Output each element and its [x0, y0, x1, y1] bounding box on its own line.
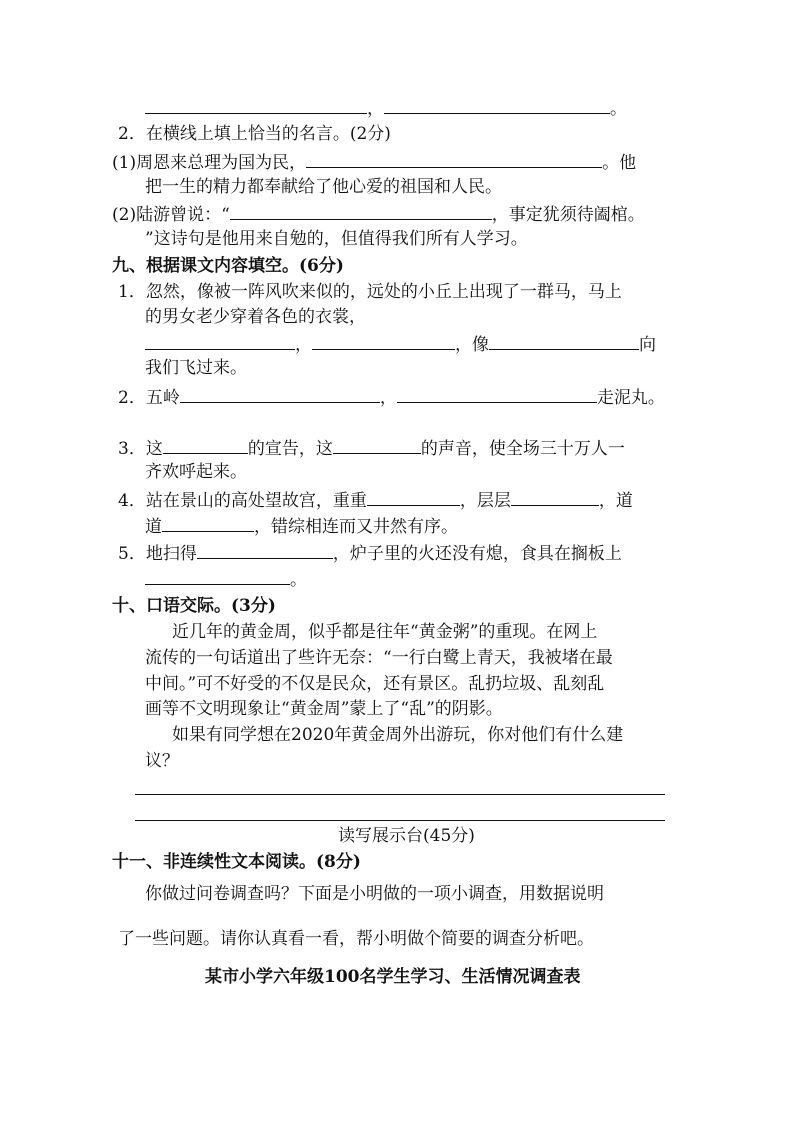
text: ，错综相连而又井然有序。 — [254, 517, 458, 537]
sec9-q4-line1 — [118, 488, 633, 512]
text: 3．这 — [118, 439, 163, 459]
text: ， — [295, 335, 312, 355]
sec9-q3-line1 — [118, 436, 625, 460]
sec9-q1-line2: 的男女老少穿着各色的衣裳， — [145, 307, 366, 327]
comma: ， — [367, 99, 384, 119]
text: (1)周恩来总理为国为民， — [112, 153, 307, 173]
sec10-paragraph: 近几年的黄金周，似乎都是往年“黄金粥”的重现。在网上 — [172, 622, 598, 642]
answer-blank[interactable] — [312, 332, 455, 350]
q2-item2-cont: ”这诗句是他用来自勉的，但值得我们所有人学习。 — [145, 229, 528, 249]
text: ，炉子里的火还没有熄，食具在搁板上 — [332, 544, 622, 564]
q2-title: 2．在横线上填上恰当的名言。(2分) — [118, 124, 391, 144]
sec11-paragraph: 你做过问卷调查吗？下面是小明做的一项小调查，用数据说明 — [145, 884, 604, 904]
answer-line[interactable] — [135, 820, 665, 821]
sec9-title: 九、根据课文内容填空。(6分) — [112, 256, 344, 276]
text: 的声音，使全场三十万人一 — [420, 439, 625, 459]
answer-blank[interactable] — [367, 488, 460, 506]
text: 4．站在景山的高处望故宫，重重 — [118, 491, 367, 511]
answer-blank[interactable] — [333, 436, 421, 454]
sec9-q3-line2: 齐欢呼起来。 — [145, 462, 247, 482]
sec10-question: 议？ — [145, 751, 179, 771]
section-header: 读写展示台(45分) — [338, 826, 475, 846]
answer-blank[interactable] — [145, 567, 290, 585]
sec11-paragraph: 了一些问题。请你认真看一看，帮小明做个简要的调查分析吧。 — [118, 929, 594, 949]
sec9-q1-line1: 1．忽然，像被一阵风吹来似的，远处的小丘上出现了一群马，马上 — [118, 282, 622, 302]
text: 。他 — [602, 153, 637, 173]
text: ，层层 — [459, 491, 511, 511]
period: 。 — [610, 99, 627, 119]
answer-blank[interactable] — [511, 488, 599, 506]
sec10-paragraph: 画等不文明现象让“黄金周”蒙上了“乱”的阴影。 — [145, 699, 503, 719]
text: 5．地扫得 — [118, 544, 197, 564]
q2-item2-line — [112, 202, 645, 226]
text: ，事定犹须待阖棺。 — [491, 205, 645, 225]
sec11-title: 十一、非连续性文本阅读。(8分) — [112, 852, 361, 872]
answer-blank[interactable] — [489, 332, 639, 350]
q2-item1-cont: 把一生的精力都奉献给了他心爱的祖国和人民。 — [145, 177, 502, 197]
q2-item1-line — [112, 150, 636, 174]
text: 2．五岭 — [118, 388, 180, 408]
sec9-q5-line2 — [145, 567, 307, 591]
answer-blank[interactable] — [163, 436, 248, 454]
text: 向 — [639, 335, 656, 355]
top-answer-line — [145, 96, 627, 120]
answer-blank[interactable] — [306, 150, 602, 168]
answer-blank[interactable] — [384, 96, 610, 114]
sec9-q1-line3 — [145, 332, 656, 356]
table-title: 某市小学六年级100名学生学习、生活情况调查表 — [205, 967, 581, 987]
sec9-q2-line — [118, 385, 665, 409]
answer-blank[interactable] — [162, 514, 254, 532]
answer-blank[interactable] — [197, 541, 333, 559]
answer-blank[interactable] — [180, 385, 380, 403]
answer-line[interactable] — [135, 794, 665, 795]
sec10-question: 如果有同学想在2020年黄金周外出游玩，你对他们有什么建 — [172, 725, 624, 745]
answer-blank[interactable] — [397, 385, 597, 403]
answer-blank[interactable] — [230, 202, 492, 220]
sec9-q5-line1 — [118, 541, 622, 565]
text: 。 — [290, 570, 307, 590]
text: ，像 — [455, 335, 489, 355]
text: (2)陆游曾说：“ — [112, 205, 230, 225]
sec10-paragraph: 中间。”可不好受的不仅是民众，还有景区。乱扔垃圾、乱刻乱 — [145, 674, 605, 694]
answer-blank[interactable] — [145, 96, 367, 114]
text: 走泥丸。 — [596, 388, 665, 408]
answer-blank[interactable] — [145, 332, 295, 350]
text: ， — [379, 388, 397, 408]
text: 的宣告，这 — [247, 439, 333, 459]
sec9-q4-line2 — [145, 514, 458, 538]
sec10-paragraph: 流传的一句话道出了些许无奈：“一行白鹭上青天，我被堵在最 — [145, 648, 613, 668]
text: 道 — [145, 517, 162, 537]
sec9-q1-line4: 我们飞过来。 — [145, 358, 247, 378]
sec10-title: 十、口语交际。(3分) — [112, 596, 276, 616]
text: ，道 — [598, 491, 633, 511]
